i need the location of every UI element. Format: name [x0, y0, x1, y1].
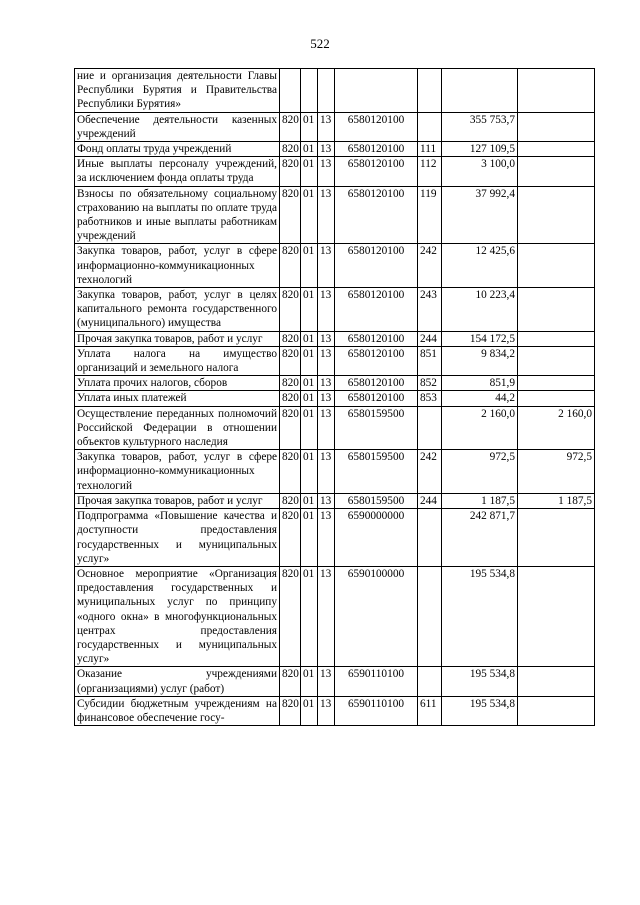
row-pr-code: 13	[318, 112, 335, 141]
row-name: Закупка товаров, работ, услуг в сфере информационно-коммуникационных технологий	[75, 450, 280, 494]
table-row	[75, 493, 595, 508]
table-row	[75, 69, 595, 113]
row-sum-total: 10 223,4	[442, 288, 518, 332]
row-vr-code: 853	[418, 391, 442, 406]
row-sum-total: 3 100,0	[442, 157, 518, 186]
row-rz-code: 01	[301, 696, 318, 725]
row-gr-code	[280, 69, 301, 113]
table-row	[75, 331, 595, 346]
row-vr-code: 611	[418, 696, 442, 725]
row-target-code: 6580120100	[335, 186, 418, 244]
row-sum-federal	[518, 667, 595, 696]
row-name: Подпрограмма «Повышение качества и доступности предоставления государственных и муниципальных услуг»	[75, 509, 280, 567]
row-sum-total: 972,5	[442, 450, 518, 494]
row-sum-total: 44,2	[442, 391, 518, 406]
row-target-code: 6590110100	[335, 667, 418, 696]
row-sum-total: 1 187,5	[442, 493, 518, 508]
row-name: Прочая закупка товаров, работ и услуг	[75, 493, 280, 508]
row-pr-code: 13	[318, 667, 335, 696]
row-target-code	[335, 69, 418, 113]
row-gr-code: 820	[280, 696, 301, 725]
row-pr-code: 13	[318, 142, 335, 157]
row-name: Закупка товаров, работ, услуг в целях капитального ремонта государственного (муниципального) имущества	[75, 288, 280, 332]
row-sum-federal	[518, 288, 595, 332]
row-name: Обеспечение деятельности казенных учреждений	[75, 112, 280, 141]
row-name: Уплата иных платежей	[75, 391, 280, 406]
table-row	[75, 186, 595, 244]
row-vr-code: 244	[418, 493, 442, 508]
row-rz-code: 01	[301, 288, 318, 332]
row-sum-federal	[518, 331, 595, 346]
row-pr-code: 13	[318, 346, 335, 375]
row-sum-federal	[518, 346, 595, 375]
row-gr-code: 820	[280, 376, 301, 391]
row-vr-code: 242	[418, 450, 442, 494]
row-sum-federal	[518, 69, 595, 113]
row-rz-code: 01	[301, 346, 318, 375]
row-vr-code: 244	[418, 331, 442, 346]
row-target-code: 6580159500	[335, 406, 418, 450]
row-rz-code: 01	[301, 376, 318, 391]
row-target-code: 6590100000	[335, 566, 418, 666]
row-vr-code: 242	[418, 244, 442, 288]
row-target-code: 6580120100	[335, 142, 418, 157]
row-rz-code: 01	[301, 112, 318, 141]
table-row	[75, 288, 595, 332]
table-row	[75, 244, 595, 288]
row-vr-code	[418, 566, 442, 666]
row-target-code: 6580159500	[335, 493, 418, 508]
table-row	[75, 391, 595, 406]
row-rz-code: 01	[301, 493, 318, 508]
row-sum-total: 195 534,8	[442, 667, 518, 696]
row-target-code: 6590000000	[335, 509, 418, 567]
row-sum-federal	[518, 186, 595, 244]
row-gr-code: 820	[280, 667, 301, 696]
table-row	[75, 112, 595, 141]
row-vr-code	[418, 112, 442, 141]
row-sum-federal	[518, 244, 595, 288]
row-sum-federal	[518, 142, 595, 157]
table-row	[75, 696, 595, 725]
row-sum-federal	[518, 376, 595, 391]
row-target-code: 6580120100	[335, 288, 418, 332]
row-vr-code: 852	[418, 376, 442, 391]
row-pr-code: 13	[318, 493, 335, 508]
row-sum-total: 242 871,7	[442, 509, 518, 567]
row-rz-code: 01	[301, 331, 318, 346]
row-rz-code: 01	[301, 142, 318, 157]
row-gr-code: 820	[280, 566, 301, 666]
row-gr-code: 820	[280, 331, 301, 346]
table-row	[75, 406, 595, 450]
row-vr-code: 112	[418, 157, 442, 186]
row-sum-total: 195 534,8	[442, 566, 518, 666]
row-pr-code: 13	[318, 450, 335, 494]
row-sum-federal: 1 187,5	[518, 493, 595, 508]
row-name: Осуществление переданных полномочий Российской Федерации в отношении объектов культурного наследия	[75, 406, 280, 450]
row-sum-total: 127 109,5	[442, 142, 518, 157]
row-sum-total	[442, 69, 518, 113]
row-gr-code: 820	[280, 112, 301, 141]
row-pr-code: 13	[318, 157, 335, 186]
row-target-code: 6580120100	[335, 157, 418, 186]
row-vr-code	[418, 509, 442, 567]
page-number: 522	[310, 36, 330, 51]
row-target-code: 6580120100	[335, 244, 418, 288]
row-sum-total: 355 753,7	[442, 112, 518, 141]
row-rz-code: 01	[301, 406, 318, 450]
row-name: Фонд оплаты труда учреждений	[75, 142, 280, 157]
row-sum-federal	[518, 566, 595, 666]
row-rz-code: 01	[301, 391, 318, 406]
row-name: Иные выплаты персоналу учреждений, за исключением фонда оплаты труда	[75, 157, 280, 186]
table-row	[75, 450, 595, 494]
row-target-code: 6580120100	[335, 376, 418, 391]
row-vr-code	[418, 69, 442, 113]
table-row	[75, 509, 595, 567]
row-name: Оказание учреждениями (организациями) услуг (работ)	[75, 667, 280, 696]
row-gr-code: 820	[280, 288, 301, 332]
row-pr-code: 13	[318, 406, 335, 450]
row-vr-code: 243	[418, 288, 442, 332]
row-rz-code: 01	[301, 509, 318, 567]
row-target-code: 6580120100	[335, 391, 418, 406]
row-pr-code: 13	[318, 331, 335, 346]
row-name: Уплата прочих налогов, сборов	[75, 376, 280, 391]
row-pr-code: 13	[318, 509, 335, 567]
row-gr-code: 820	[280, 142, 301, 157]
row-rz-code: 01	[301, 157, 318, 186]
row-vr-code	[418, 406, 442, 450]
row-sum-federal: 2 160,0	[518, 406, 595, 450]
row-target-code: 6580120100	[335, 346, 418, 375]
row-name: Взносы по обязательному социальному страхованию на выплаты по оплате труда работников и иные выплаты работникам учреждений	[75, 186, 280, 244]
row-sum-federal: 972,5	[518, 450, 595, 494]
row-rz-code: 01	[301, 667, 318, 696]
budget-table	[74, 68, 595, 726]
row-name: ние и организация деятельности Главы Республики Бурятия и Правительства Республики Бурятия»	[75, 69, 280, 113]
row-sum-federal	[518, 391, 595, 406]
row-gr-code: 820	[280, 509, 301, 567]
row-rz-code	[301, 69, 318, 113]
row-gr-code: 820	[280, 346, 301, 375]
row-sum-total: 37 992,4	[442, 186, 518, 244]
row-gr-code: 820	[280, 493, 301, 508]
row-target-code: 6580159500	[335, 450, 418, 494]
table-row	[75, 346, 595, 375]
row-gr-code: 820	[280, 186, 301, 244]
row-pr-code: 13	[318, 391, 335, 406]
row-gr-code: 820	[280, 157, 301, 186]
row-sum-total: 154 172,5	[442, 331, 518, 346]
row-sum-federal	[518, 696, 595, 725]
row-pr-code: 13	[318, 566, 335, 666]
row-target-code: 6580120100	[335, 331, 418, 346]
row-sum-total: 9 834,2	[442, 346, 518, 375]
row-name: Закупка товаров, работ, услуг в сфере информационно-коммуникационных технологий	[75, 244, 280, 288]
row-gr-code: 820	[280, 450, 301, 494]
row-pr-code: 13	[318, 376, 335, 391]
row-sum-federal	[518, 157, 595, 186]
row-pr-code: 13	[318, 696, 335, 725]
row-target-code: 6590110100	[335, 696, 418, 725]
table-row	[75, 376, 595, 391]
row-gr-code: 820	[280, 391, 301, 406]
row-gr-code: 820	[280, 406, 301, 450]
table-row	[75, 157, 595, 186]
row-sum-total: 195 534,8	[442, 696, 518, 725]
row-vr-code: 851	[418, 346, 442, 375]
row-target-code: 6580120100	[335, 112, 418, 141]
table-row	[75, 667, 595, 696]
row-rz-code: 01	[301, 566, 318, 666]
row-sum-federal	[518, 509, 595, 567]
row-sum-total: 851,9	[442, 376, 518, 391]
row-rz-code: 01	[301, 186, 318, 244]
row-vr-code	[418, 667, 442, 696]
row-vr-code: 119	[418, 186, 442, 244]
row-pr-code: 13	[318, 288, 335, 332]
row-pr-code: 13	[318, 186, 335, 244]
row-gr-code: 820	[280, 244, 301, 288]
row-vr-code: 111	[418, 142, 442, 157]
row-pr-code	[318, 69, 335, 113]
row-sum-total: 2 160,0	[442, 406, 518, 450]
row-rz-code: 01	[301, 450, 318, 494]
table-row	[75, 142, 595, 157]
row-rz-code: 01	[301, 244, 318, 288]
row-name: Субсидии бюджетным учреждениям на финансовое обеспечение госу-	[75, 696, 280, 725]
row-pr-code: 13	[318, 244, 335, 288]
table-row	[75, 566, 595, 666]
row-sum-federal	[518, 112, 595, 141]
table-body	[75, 69, 595, 726]
row-name: Уплата налога на имущество организаций и земельного налога	[75, 346, 280, 375]
row-sum-total: 12 425,6	[442, 244, 518, 288]
row-name: Основное мероприятие «Организация предоставления государственных и муниципальных услуг по принципу «одного окна» в многофункциональных центрах предоставления государственных и муниципальных услуг»	[75, 566, 280, 666]
row-name: Прочая закупка товаров, работ и услуг	[75, 331, 280, 346]
